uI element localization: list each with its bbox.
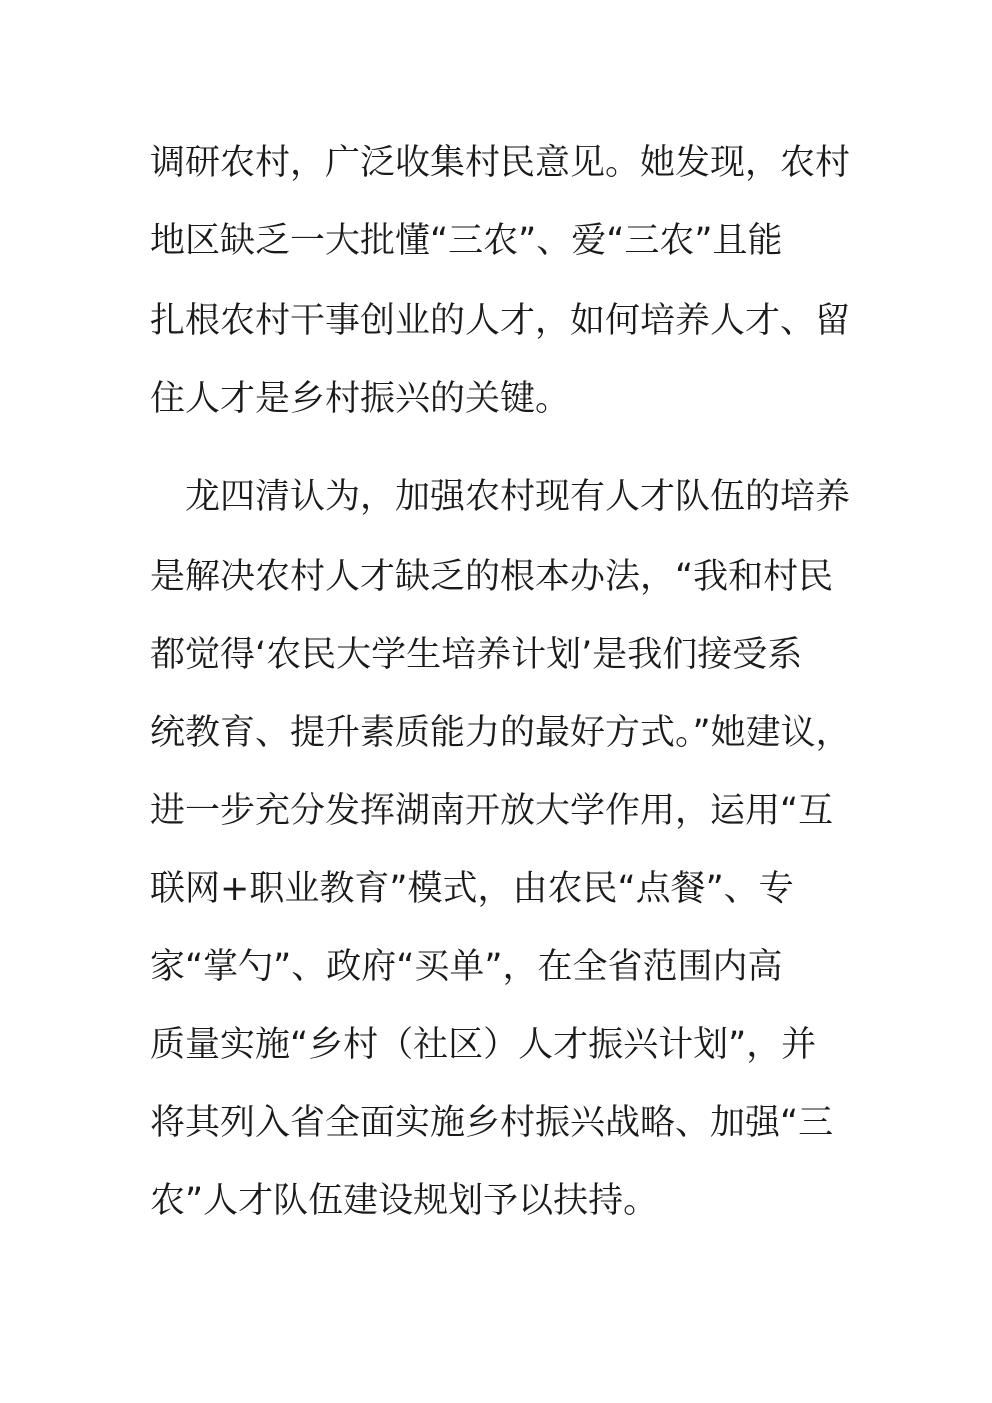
paragraph-line: 进一步充分发挥湖南开放大学作用，运用“互 [150, 791, 834, 831]
paragraph-line: 联网+职业教育”模式，由农民“点餐”、专 [150, 869, 794, 909]
paragraph-line: 统教育、提升素质能力的最好方式。”她建议， [150, 713, 851, 753]
paragraph-line: 调研农村，广泛收集村民意见。她发现，农村 [150, 143, 851, 183]
paragraph-line: 地区缺乏一大批懂“三农”、爱“三农”且能 [150, 221, 783, 261]
paragraph-line: 家“掌勺”、政府“买单”，在全省范围内高 [150, 947, 783, 987]
paragraph-line: 质量实施“乡村（社区）人才振兴计划”，并 [150, 1025, 817, 1065]
paragraph-line: 农”人才队伍建设规划予以扶持。 [150, 1181, 659, 1221]
paragraph-line: 住人才是乡村振兴的关键。 [150, 379, 571, 419]
paragraph-line: 都觉得‘农民大学生培养计划’是我们接受系 [150, 635, 803, 675]
paragraph-line: 是解决农村人才缺乏的根本办法，“我和村民 [150, 557, 834, 597]
paragraph-line: 扎根农村干事创业的人才，如何培养人才、留 [150, 301, 851, 341]
paragraph-line: 将其列入省全面实施乡村振兴战略、加强“三 [150, 1103, 834, 1143]
paragraph-line: 龙四清认为，加强农村现有人才队伍的培养 [185, 477, 851, 517]
